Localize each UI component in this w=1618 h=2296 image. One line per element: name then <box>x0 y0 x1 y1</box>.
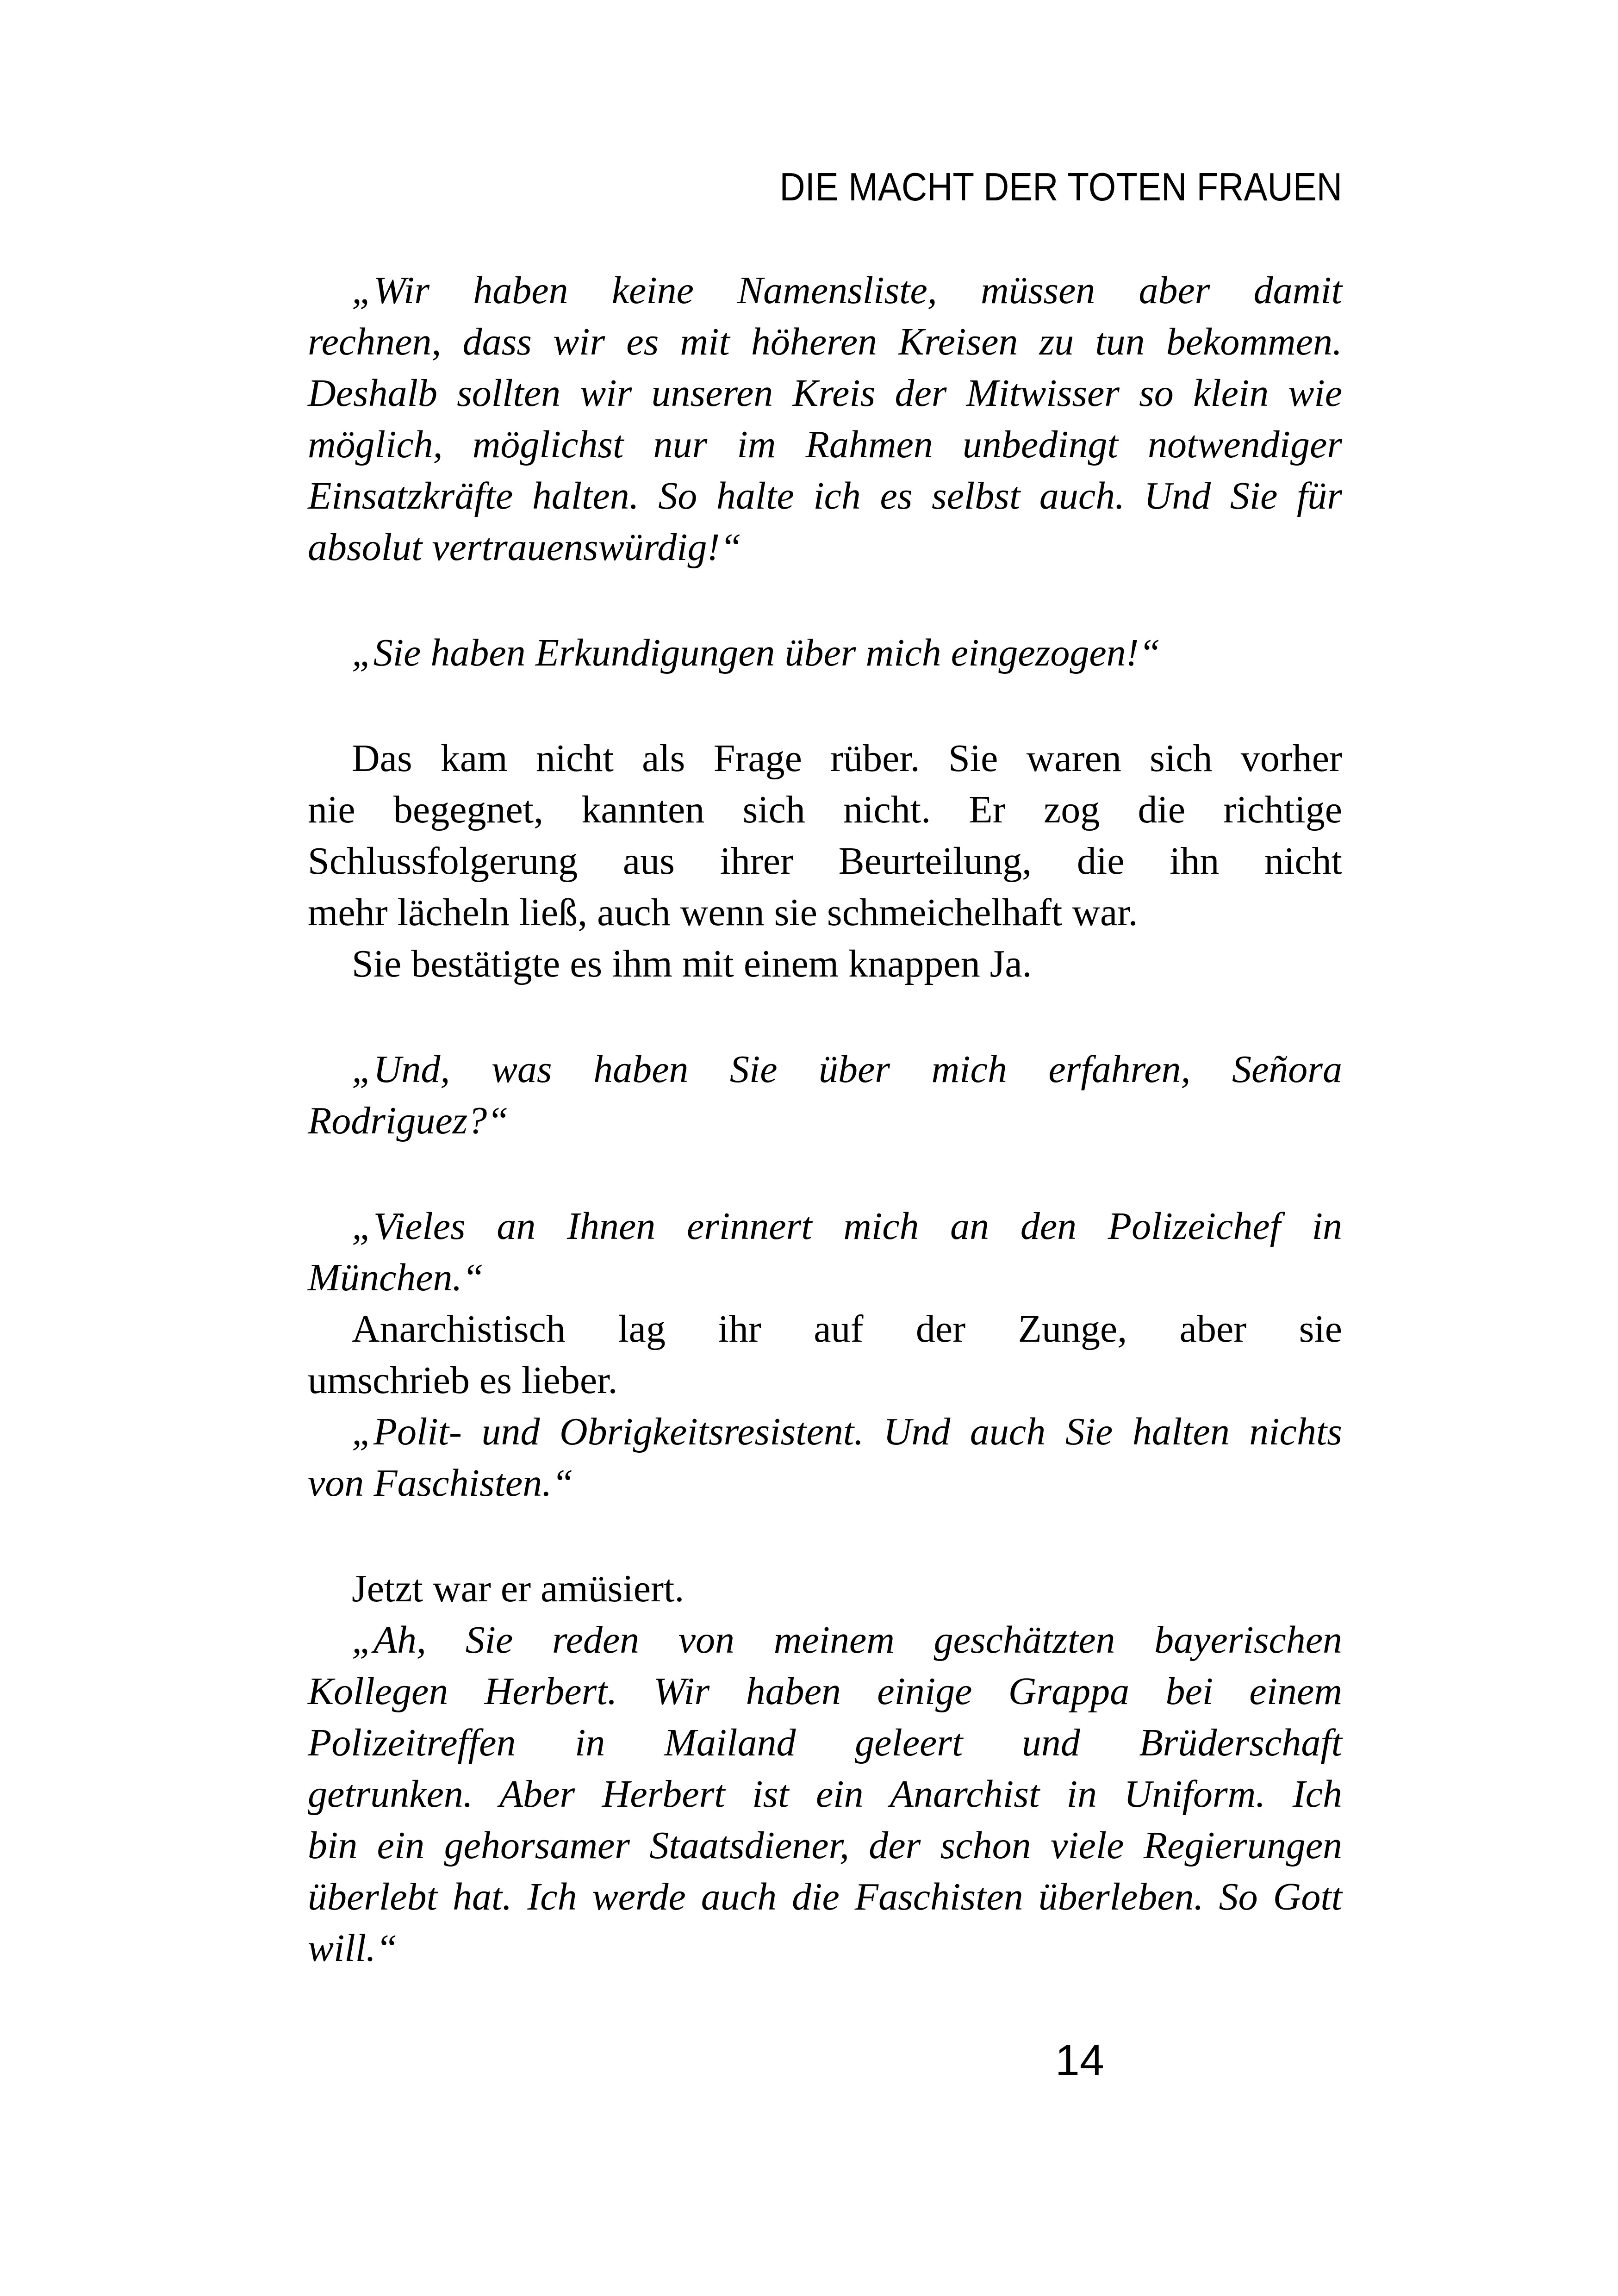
paragraph <box>308 1044 1342 1146</box>
text-line: „Sie haben Erkundigungen über mich eingezogen!“ <box>352 631 1161 674</box>
text-line: Das kam nicht als Frage rüber. Sie waren sich vorher <box>352 737 1342 780</box>
text-line: überlebt hat. Ich werde auch die Faschisten überleben. So Gott <box>308 1875 1342 1918</box>
text-line: „Ah, Sie reden von meinem geschätzten bayerischen <box>352 1618 1342 1661</box>
text-line: Sie bestätigte es ihm mit einem knappen Ja. <box>352 942 1032 985</box>
text-line: Deshalb sollten wir unseren Kreis der Mitwisser so klein wie <box>308 372 1342 415</box>
text-line: „Vieles an Ihnen erinnert mich an den Polizeichef in <box>352 1205 1342 1248</box>
text-line: getrunken. Aber Herbert ist ein Anarchist in Uniform. Ich <box>308 1773 1342 1816</box>
text-line: Kollegen Herbert. Wir haben einige Grappa bei einem <box>308 1670 1342 1713</box>
text-line: Schlussfolgerung aus ihrer Beurteilung, die ihn nicht <box>308 840 1342 883</box>
paragraph <box>308 1201 1342 1303</box>
page-number: 14 <box>1055 2036 1104 2085</box>
text-line: München.“ <box>308 1256 484 1299</box>
text-line: „Polit- und Obrigkeitsresistent. Und auch Sie halten nichts <box>352 1410 1342 1453</box>
text-line: „Und, was haben Sie über mich erfahren, Señora <box>352 1048 1342 1091</box>
text-line: will.“ <box>308 1927 398 1970</box>
text-line: von Faschisten.“ <box>308 1462 573 1505</box>
paragraph <box>308 1614 1342 1974</box>
paragraph <box>308 938 1342 989</box>
paragraph <box>308 265 1342 573</box>
paragraph <box>308 1303 1342 1406</box>
text-block <box>308 0 1342 1974</box>
text-line: Anarchistisch lag ihr auf der Zunge, aber sie <box>352 1307 1342 1350</box>
text-line: umschrieb es lieber. <box>308 1359 618 1402</box>
paragraph <box>308 1563 1342 1614</box>
text-line: rechnen, dass wir es mit höheren Kreisen zu tun bekommen. <box>308 320 1342 363</box>
text-line: bin ein gehorsamer Staatsdiener, der schon viele Regierungen <box>308 1824 1342 1867</box>
text-line: mehr lächeln ließ, auch wenn sie schmeichelhaft war. <box>308 891 1138 934</box>
paragraph <box>308 627 1342 678</box>
text-line: Rodriguez?“ <box>308 1099 509 1142</box>
text-line: nie begegnet, kannten sich nicht. Er zog die richtige <box>308 788 1342 831</box>
text-line: absolut vertrauenswürdig!“ <box>308 526 742 569</box>
text-line: Einsatzkräfte halten. So halte ich es selbst auch. Und Sie für <box>308 474 1342 517</box>
paragraph-container <box>308 265 1342 1974</box>
text-line: möglich, möglichst nur im Rahmen unbedingt notwendiger <box>308 423 1342 466</box>
text-line: Polizeitreffen in Mailand geleert und Brüderschaft <box>308 1721 1342 1764</box>
paragraph <box>308 1406 1342 1509</box>
running-header: DIE MACHT DER TOTEN FRAUEN <box>779 165 1342 209</box>
paragraph <box>308 733 1342 938</box>
text-line: „Wir haben keine Namensliste, müssen aber damit <box>352 269 1342 312</box>
text-line: Jetzt war er amüsiert. <box>352 1567 685 1610</box>
